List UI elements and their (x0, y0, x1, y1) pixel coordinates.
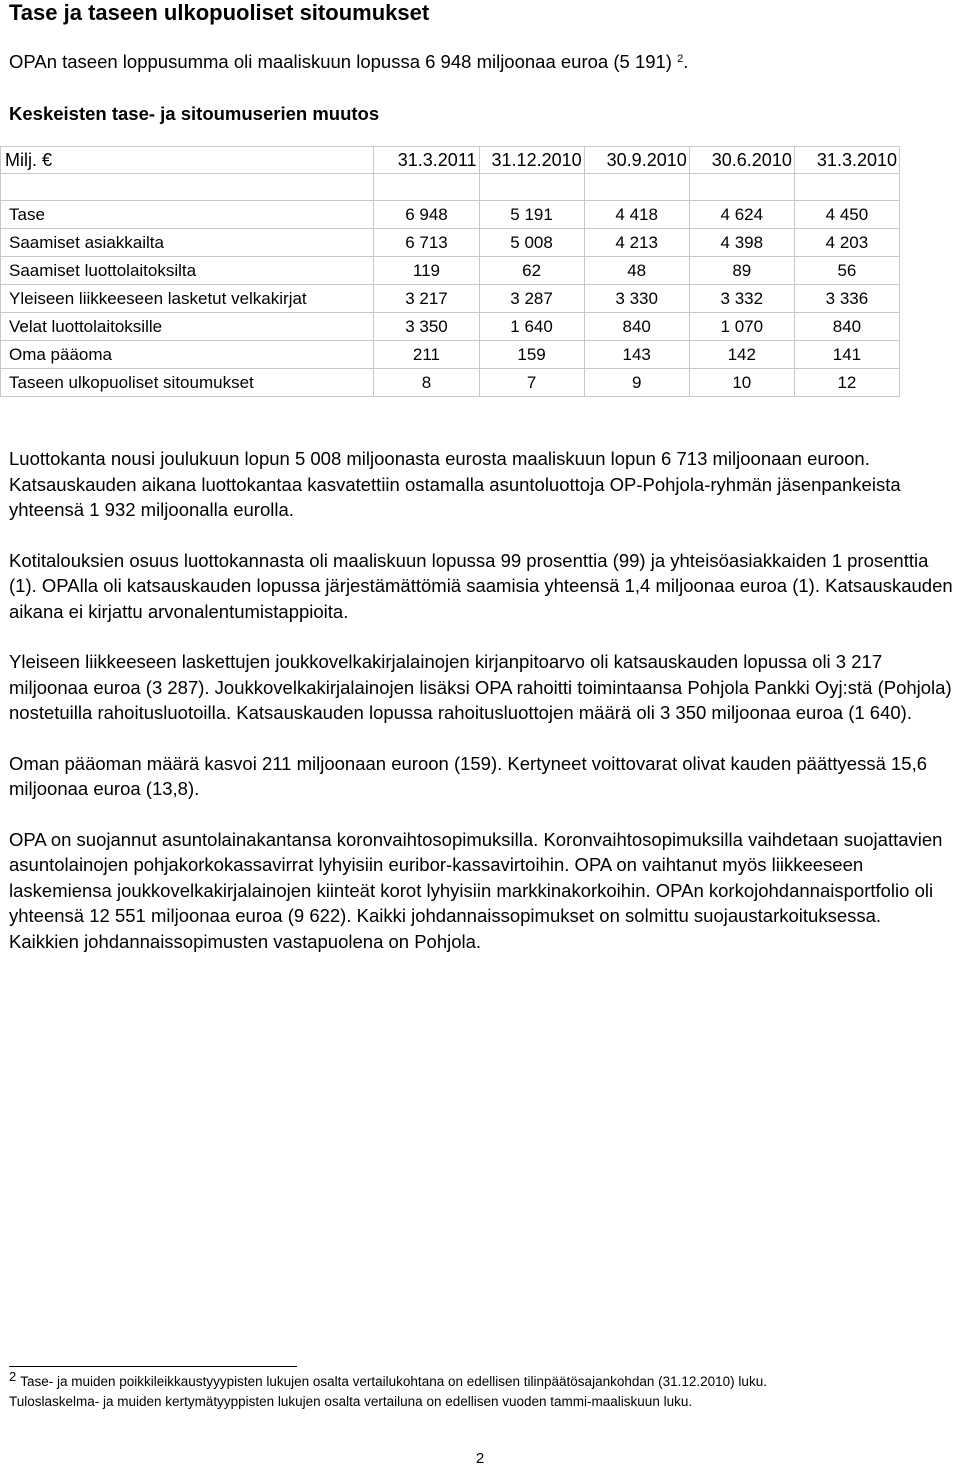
table-cell: 3 287 (479, 285, 584, 313)
footnote-line-2: Tuloslaskelma- ja muiden kertymätyyppisten lukujen osalta vertailuna on edellisen vuoden tammi-maaliskuun luku. (9, 1394, 693, 1409)
table-cell: 1 640 (479, 313, 584, 341)
table-cell: 840 (584, 313, 689, 341)
table-cell: 3 330 (584, 285, 689, 313)
page-number: 2 (475, 1450, 485, 1467)
table-cell: 4 450 (794, 201, 899, 229)
paragraph-households: Kotitalouksien osuus luottokannasta oli maaliskuun lopussa 99 prosenttia (99) ja yhteisöasiakkaiden 1 prosenttia (1). OPAlla oli katsauskauden lopussa järjestämättömiä saamisia yhteensä 1,4 miljoonaa euroa (1). Katsauskauden aikana ei kirjattu arvonalentumistappioita. (9, 549, 953, 622)
table-cell: 159 (479, 341, 584, 369)
page-title: Tase ja taseen ulkopuoliset sitoumukset (9, 0, 430, 25)
footnote-line-1 (9, 1369, 954, 1392)
footnote (9, 1369, 954, 1412)
table-cell: 6 713 (374, 229, 479, 257)
footnote-divider (9, 1366, 297, 1367)
row-label: Velat luottolaitoksille (1, 313, 374, 341)
table-row (1, 229, 900, 257)
row-label: Oma pääoma (1, 341, 374, 369)
intro-paragraph (9, 50, 688, 74)
paragraph-equity: Oman pääoman määrä kasvoi 211 miljoonaan euroon (159). Kertyneet voittovarat olivat kauden päättyessä 15,6 miljoonaa euroa (13,8). (9, 752, 928, 799)
table-cell: 142 (689, 341, 794, 369)
table-cell: 211 (374, 341, 479, 369)
row-label: Saamiset luottolaitoksilta (1, 257, 374, 285)
table-cell: 9 (584, 369, 689, 397)
table-cell: 840 (794, 313, 899, 341)
table-row (1, 201, 900, 229)
table-cell: 4 213 (584, 229, 689, 257)
footnote-reference: 2 (677, 53, 684, 65)
column-header: 31.3.2010 (794, 147, 899, 174)
paragraph-bonds: Yleiseen liikkeeseen laskettujen joukkovelkakirjalainojen kirjanpitoarvo oli katsauskauden lopussa oli 3 217 miljoonaa euroa (3 287). Joukkovelkakirjalainojen lisäksi OPA rahoitti toimintaansa Pohjola Pankki Oyj:stä (Pohjola) nostetuilla rahoitusluotoilla. Katsauskauden lopussa rahoitusluottojen määrä oli 3 350 miljoonaa euroa (1 640). (9, 651, 952, 723)
table-header-row (1, 147, 900, 174)
table-row (1, 285, 900, 313)
intro-text: OPAn taseen loppusumma oli maaliskuun lopussa 6 948 miljoonaa euroa (5 191) (9, 51, 678, 72)
table-cell: 3 350 (374, 313, 479, 341)
table-cell: 5 008 (479, 229, 584, 257)
table-cell: 4 398 (689, 229, 794, 257)
intro-period: . (683, 51, 689, 72)
column-header: 30.9.2010 (584, 147, 689, 174)
table-cell: 12 (794, 369, 899, 397)
table-cell: 4 203 (794, 229, 899, 257)
table-cell: 143 (584, 341, 689, 369)
row-label: Taseen ulkopuoliset sitoumukset (1, 369, 374, 397)
table-cell: 1 070 (689, 313, 794, 341)
table-cell: 8 (374, 369, 479, 397)
table-cell: 62 (479, 257, 584, 285)
section-title: Keskeisten tase- ja sitoumuserien muutos (9, 103, 380, 124)
table-cell: 89 (689, 257, 794, 285)
footnote-text-1: Tase- ja muiden poikkileikkaustyyypisten lukujen osalta vertailukohtana on edellisen tilinpäätösajankohdan (31.12.2010) luku. (20, 1374, 767, 1389)
table-cell: 3 217 (374, 285, 479, 313)
table-cell: 4 418 (584, 201, 689, 229)
balance-table (0, 146, 900, 397)
table-cell: 6 948 (374, 201, 479, 229)
table-cell: 7 (479, 369, 584, 397)
table-cell: 48 (584, 257, 689, 285)
column-header: 30.6.2010 (689, 147, 794, 174)
table-cell: 141 (794, 341, 899, 369)
table-row (1, 257, 900, 285)
paragraph-derivatives: OPA on suojannut asuntolainakantansa koronvaihtosopimuksilla. Koronvaihtosopimuksilla vaihdetaan suojattavien asuntolainojen pohjakorkokassavirrat lyhyisiin euribor-kassavirtoihin. OPA on vaihtanut myös liikkeeseen laskemiensa joukkovelkakirjalainojen kiinteät korot lyhyisiin markkinakorkoihin. OPAn korkojohdannaisportfolio oli yhteensä 12 551 miljoonaa euroa (9 622). Kaikki johdannaissopimukset on solmittu suojaustarkoituksessa. Kaikkien johdannaissopimusten vastapuolena on Pohjola. (9, 828, 943, 952)
paragraph-credit-portfolio: Luottokanta nousi joulukuun lopun 5 008 miljoonasta eurosta maaliskuun lopun 6 713 miljoonaan euroon. Katsauskauden aikana luottokantaa kasvatettiin ostamalla asuntoluottoja OP-Pohjola-ryhmän jäsenpankeista yhteensä 1 932 miljoonalla eurolla. (9, 448, 901, 520)
table-row (1, 313, 900, 341)
column-header: 31.12.2010 (479, 147, 584, 174)
row-label: Tase (1, 201, 374, 229)
table-cell: 10 (689, 369, 794, 397)
table-spacer-row (1, 174, 900, 201)
table-cell: 3 336 (794, 285, 899, 313)
row-label: Saamiset asiakkailta (1, 229, 374, 257)
body-text (9, 446, 954, 979)
row-label: Yleiseen liikkeeseen lasketut velkakirjat (1, 285, 374, 313)
table-row (1, 369, 900, 397)
table-cell: 56 (794, 257, 899, 285)
table-cell: 3 332 (689, 285, 794, 313)
unit-label: Milj. € (1, 147, 374, 174)
table-cell: 5 191 (479, 201, 584, 229)
table-row (1, 341, 900, 369)
table-cell: 119 (374, 257, 479, 285)
column-header: 31.3.2011 (374, 147, 479, 174)
footnote-number: 2 (9, 1369, 17, 1384)
table-cell: 4 624 (689, 201, 794, 229)
